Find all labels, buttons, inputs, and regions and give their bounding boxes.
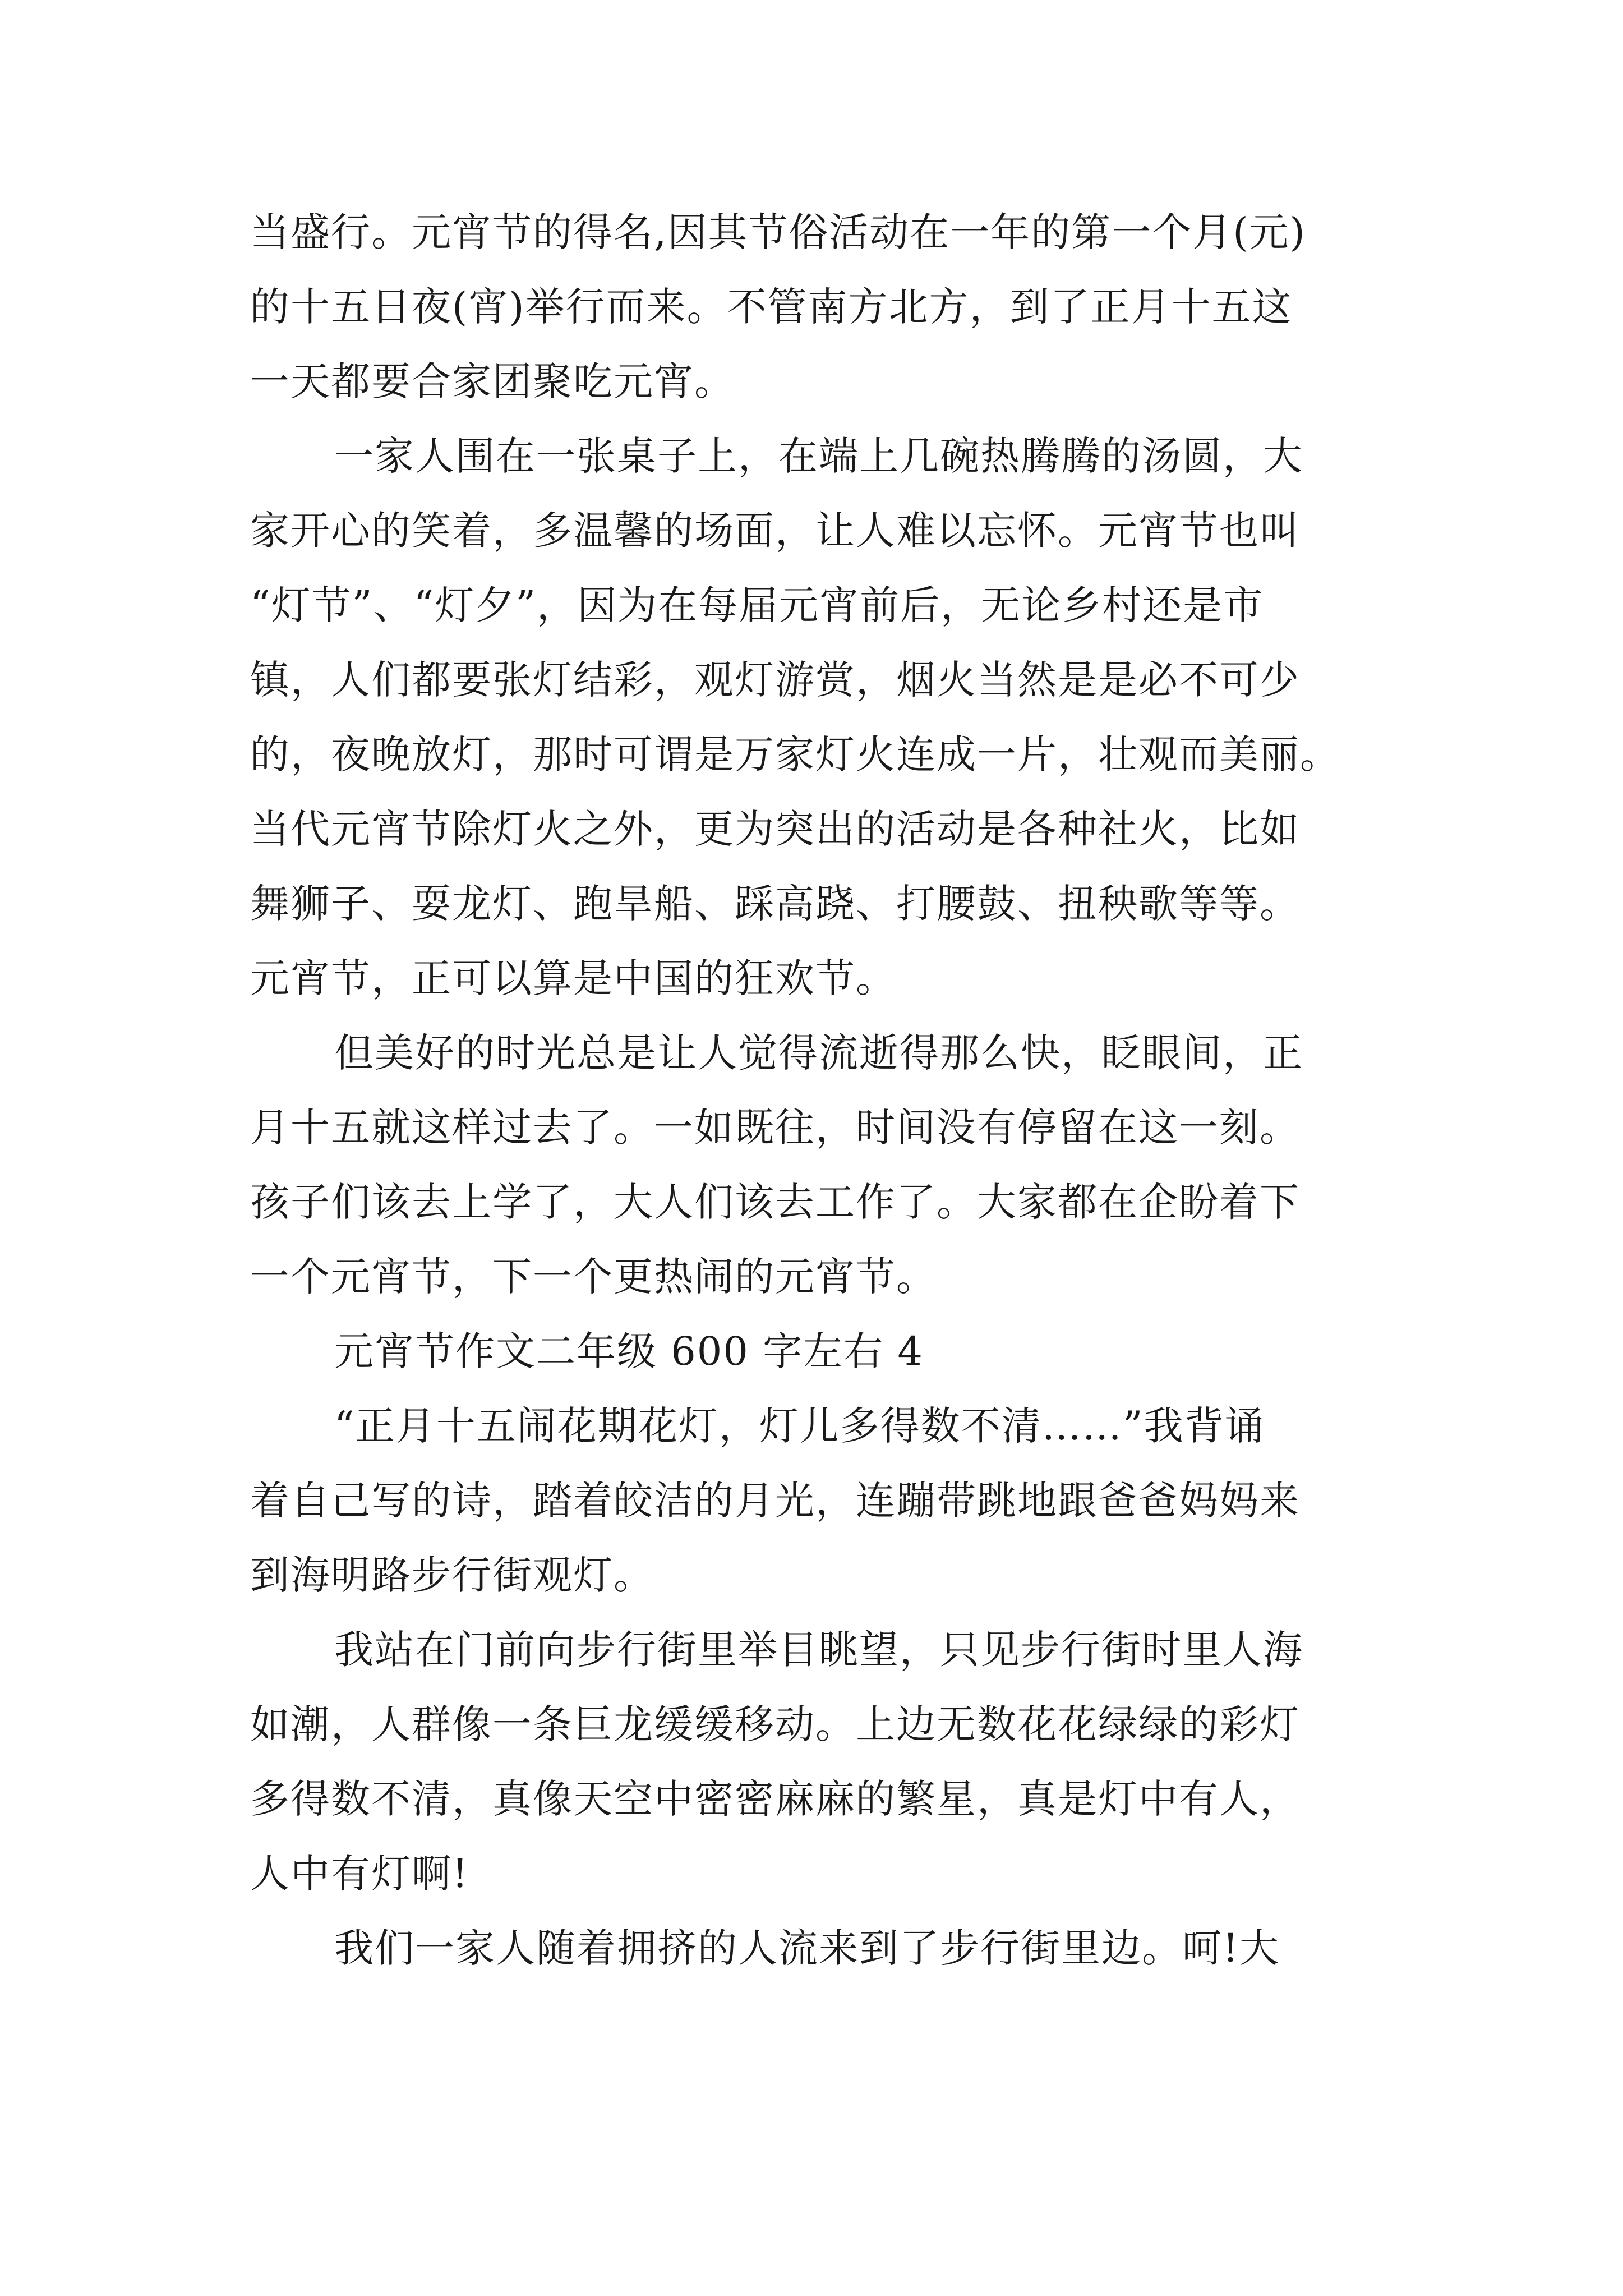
text-line: 孩子们该去上学了，大人们该去工作了。大家都在企盼着下	[250, 1179, 1300, 1225]
text-line: 我们一家人随着拥挤的人流来到了步行街里边。呵!大	[334, 1925, 1280, 1971]
text-line: 人中有灯啊!	[250, 1851, 469, 1897]
text-line: 着自己写的诗，踏着皎洁的月光，连蹦带跳地跟爸爸妈妈来	[250, 1478, 1300, 1524]
text-line: 家开心的笑着，多温馨的场面，让人难以忘怀。元宵节也叫	[250, 508, 1300, 554]
text-line: “正月十五闹花期花灯，灯儿多得数不清……”我背诵	[334, 1403, 1265, 1449]
text-line: 元宵节，正可以算是中国的狂欢节。	[250, 955, 896, 1001]
text-line: 当代元宵节除灯火之外，更为突出的活动是各种社火，比如	[250, 806, 1300, 852]
text-line: 一天都要合家团聚吃元宵。	[250, 358, 735, 404]
text-line: 月十五就这样过去了。一如既往，时间没有停留在这一刻。	[250, 1105, 1300, 1151]
body-text	[250, 195, 1383, 1986]
section-heading: 元宵节作文二年级 600 字左右 4	[334, 1328, 924, 1374]
text-line: 一家人围在一张桌子上，在端上几碗热腾腾的汤圆，大	[334, 433, 1303, 479]
text-line: “灯节”、“灯夕”，因为在每届元宵前后，无论乡村还是市	[250, 582, 1264, 628]
text-line: 的，夜晚放灯，那时可谓是万家灯火连成一片，壮观而美丽。	[250, 731, 1340, 777]
text-line: 一个元宵节，下一个更热闹的元宵节。	[250, 1254, 937, 1300]
text-line: 镇，人们都要张灯结彩，观灯游赏，烟火当然是是必不可少	[250, 657, 1300, 703]
text-line: 多得数不清，真像天空中密密麻麻的繁星，真是灯中有人，	[250, 1776, 1300, 1822]
text-line: 如潮，人群像一条巨龙缓缓移动。上边无数花花绿绿的彩灯	[250, 1701, 1300, 1747]
text-line: 舞狮子、耍龙灯、跑旱船、踩高跷、打腰鼓、扭秧歌等等。	[250, 881, 1300, 927]
text-line: 但美好的时光总是让人觉得流逝得那么快，眨眼间，正	[334, 1030, 1303, 1076]
text-line: 当盛行。元宵节的得名,因其节俗活动在一年的第一个月(元)	[250, 209, 1306, 255]
text-line: 到海明路步行街观灯。	[250, 1552, 654, 1598]
text-line: 的十五日夜(宵)举行而来。不管南方北方，到了正月十五这	[250, 284, 1293, 330]
text-line: 我站在门前向步行街里举目眺望，只见步行街时里人海	[334, 1627, 1303, 1673]
